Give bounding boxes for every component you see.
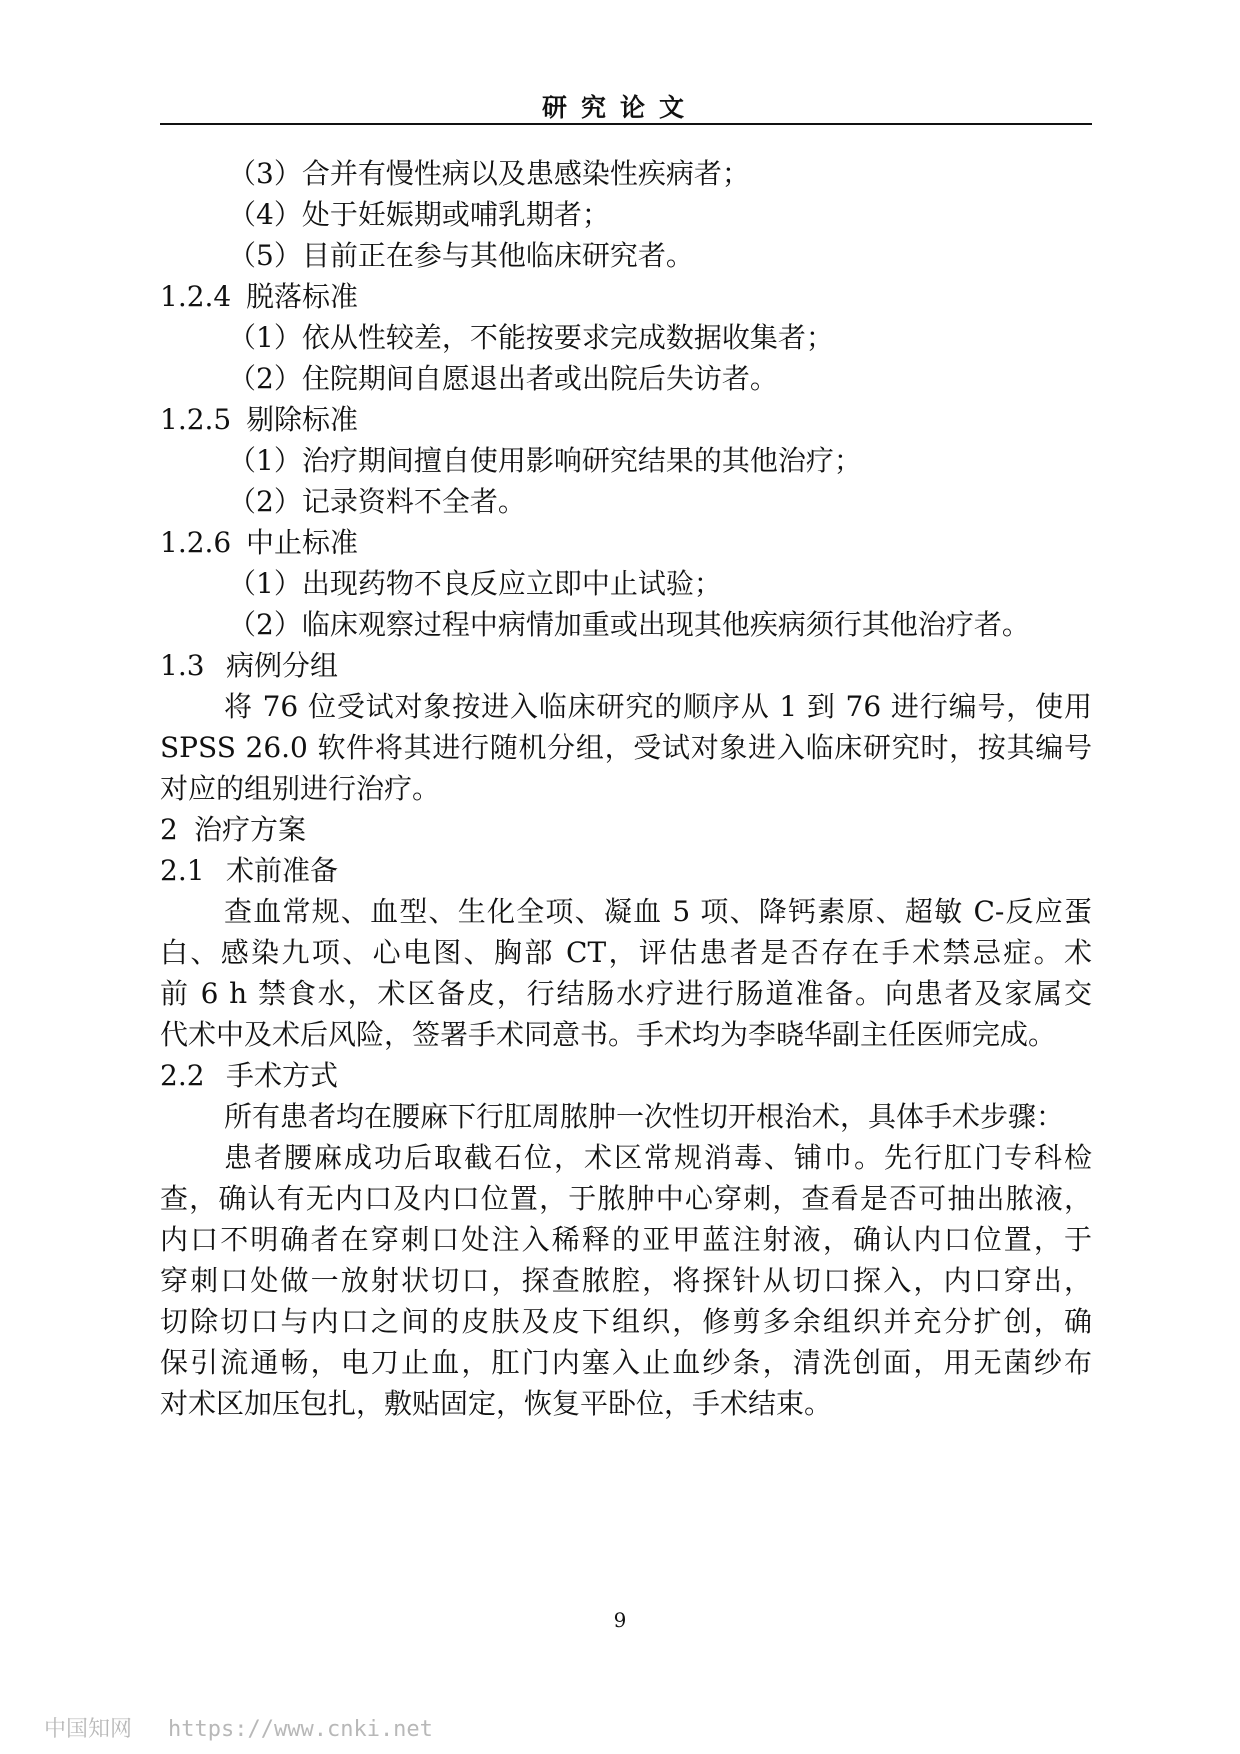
section-heading-1-3 xyxy=(160,648,338,684)
cnki-logo-text: 中国知网 xyxy=(44,1717,133,1742)
page-number: 9 xyxy=(613,1608,627,1632)
section-number: 2 xyxy=(160,813,178,846)
paragraph-line: 白、感染九项、心电图、胸部 CT，评估患者是否存在手术禁忌症。术 xyxy=(160,936,1092,969)
cnki-url: https://www.cnki.net xyxy=(168,1717,433,1742)
criteria-item: （1）依从性较差，不能按要求完成数据收集者； xyxy=(228,321,834,354)
section-title: 剔除标准 xyxy=(246,403,359,436)
criteria-item: （1）出现药物不良反应立即中止试验； xyxy=(228,567,722,600)
section-title: 病例分组 xyxy=(226,649,339,682)
paragraph-line: 内口不明确者在穿刺口处注入稀释的亚甲蓝注射液，确认内口位置，于 xyxy=(160,1223,1092,1256)
paragraph-line: 前 6 h 禁食水，术区备皮，行结肠水疗进行肠道准备。向患者及家属交 xyxy=(160,977,1092,1010)
section-heading-2 xyxy=(160,812,306,848)
cnki-watermark xyxy=(44,1712,433,1743)
header-rule xyxy=(160,123,1092,125)
paragraph-line: 将 76 位受试对象按进入临床研究的顺序从 1 到 76 进行编号，使用 xyxy=(224,690,1092,723)
section-heading-1-2-5 xyxy=(160,402,358,438)
paragraph-line: 查，确认有无内口及内口位置，于脓肿中心穿刺，查看是否可抽出脓液， xyxy=(160,1182,1092,1215)
section-title: 脱落标准 xyxy=(246,280,359,313)
criteria-item: （4）处于妊娠期或哺乳期者； xyxy=(228,198,610,231)
section-heading-2-1 xyxy=(160,853,338,889)
section-title: 手术方式 xyxy=(226,1059,339,1092)
criteria-item: （5）目前正在参与其他临床研究者。 xyxy=(228,239,694,272)
section-number: 1.3 xyxy=(160,649,205,682)
criteria-item: （2）住院期间自愿退出者或出院后失访者。 xyxy=(228,362,778,395)
criteria-item: （2）记录资料不全者。 xyxy=(228,485,526,518)
criteria-item: （2）临床观察过程中病情加重或出现其他疾病须行其他治疗者。 xyxy=(228,608,1030,641)
paragraph-line: 保引流通畅，电刀止血，肛门内塞入止血纱条，清洗创面，用无菌纱布 xyxy=(160,1346,1092,1379)
section-number: 1.2.6 xyxy=(160,526,232,559)
paragraph-line: 对应的组别进行治疗。 xyxy=(160,772,441,805)
section-number: 2.2 xyxy=(160,1059,205,1092)
section-heading-1-2-4 xyxy=(160,279,358,315)
criteria-item: （1）治疗期间擅自使用影响研究结果的其他治疗； xyxy=(228,444,862,477)
paragraph-line: SPSS 26.0 软件将其进行随机分组，受试对象进入临床研究时，按其编号 xyxy=(160,731,1092,764)
section-number: 1.2.4 xyxy=(160,280,232,313)
section-title: 治疗方案 xyxy=(194,813,307,846)
section-number: 1.2.5 xyxy=(160,403,232,436)
criteria-item: （3）合并有慢性病以及患感染性疾病者； xyxy=(228,157,750,190)
paragraph-line: 切除切口与内口之间的皮肤及皮下组织，修剪多余组织并充分扩创，确 xyxy=(160,1305,1092,1338)
section-number: 2.1 xyxy=(160,854,205,887)
section-title: 中止标准 xyxy=(246,526,359,559)
section-title: 术前准备 xyxy=(226,854,339,887)
section-heading-2-2 xyxy=(160,1058,338,1094)
paragraph-line: 查血常规、血型、生化全项、凝血 5 项、降钙素原、超敏 C-反应蛋 xyxy=(224,895,1092,928)
paragraph-line: 穿刺口处做一放射状切口，探查脓腔，将探针从切口探入，内口穿出， xyxy=(160,1264,1092,1297)
running-header: 研究论文 xyxy=(541,93,698,122)
paragraph-line: 患者腰麻成功后取截石位，术区常规消毒、铺巾。先行肛门专科检 xyxy=(224,1141,1092,1174)
paragraph-line: 所有患者均在腰麻下行肛周脓肿一次性切开根治术，具体手术步骤： xyxy=(224,1100,1065,1133)
paragraph-line: 对术区加压包扎，敷贴固定，恢复平卧位，手术结束。 xyxy=(160,1387,833,1420)
paragraph-line: 代术中及术后风险，签署手术同意书。手术均为李晓华副主任医师完成。 xyxy=(160,1018,1057,1051)
section-heading-1-2-6 xyxy=(160,525,358,561)
